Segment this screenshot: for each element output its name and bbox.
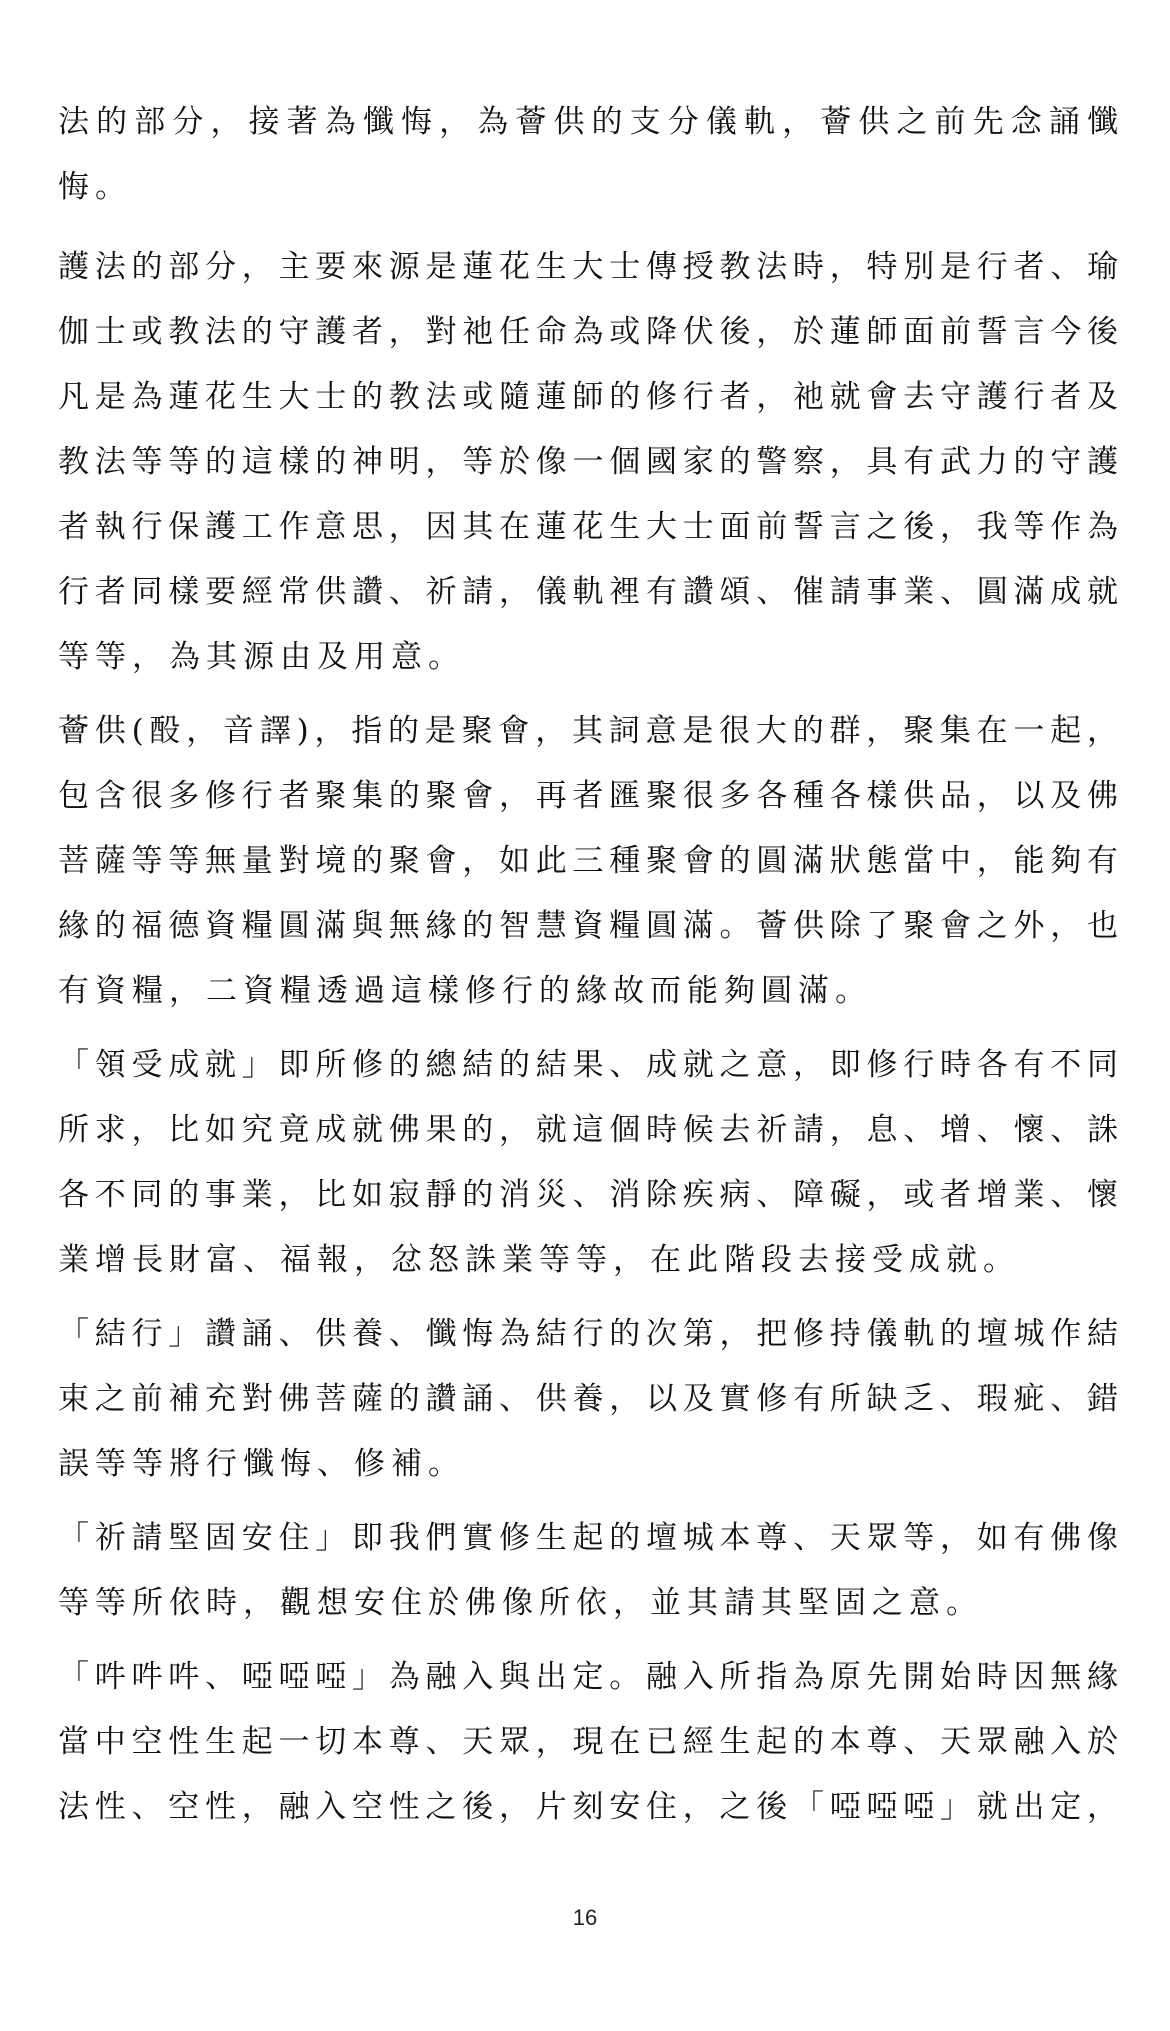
text-line: 薈供(酘，音譯)，指的是聚會，其詞意是很大的群，聚集在一起， [58, 713, 1118, 749]
text-line: 護法的部分，主要來源是蓮花生大士傳授教法時，特別是行者、瑜 [58, 249, 1118, 285]
text-line: 等等，為其源由及用意。 [58, 639, 465, 675]
text-line: 法的部分，接著為懺悔，為薈供的支分儀軌，薈供之前先念誦懺 [58, 104, 1118, 140]
text-line: 包含很多修行者聚集的聚會，再者匯聚很多各種各樣供品，以及佛 [58, 778, 1118, 814]
page-number: 16 [572, 1905, 598, 1930]
text-line: 凡是為蓮花生大士的教法或隨蓮師的修行者，祂就會去守護行者及 [58, 379, 1118, 415]
text-line: 「吽吽吽、啞啞啞」為融入與出定。融入所指為原先開始時因無緣 [58, 1659, 1118, 1695]
text-line: 業增長財富、福報，忿怒誅業等等，在此階段去接受成就。 [58, 1242, 1020, 1278]
text-line: 緣的福德資糧圓滿與無緣的智慧資糧圓滿。薈供除了聚會之外，也 [58, 908, 1118, 944]
text-line: 伽士或教法的守護者，對祂任命為或降伏後，於蓮師面前誓言今後 [58, 314, 1118, 350]
text-line: 「領受成就」即所修的總結的結果、成就之意，即修行時各有不同 [58, 1047, 1118, 1083]
text-line: 行者同樣要經常供讚、祈請，儀軌裡有讚頌、催請事業、圓滿成就 [58, 574, 1118, 610]
text-line: 「祈請堅固安住」即我們實修生起的壇城本尊、天眾等，如有佛像 [58, 1520, 1118, 1556]
text-line: 者執行保護工作意思，因其在蓮花生大士面前誓言之後，我等作為 [58, 509, 1118, 545]
text-line: 悔。 [58, 169, 132, 205]
text-line: 束之前補充對佛菩薩的讚誦、供養，以及實修有所缺乏、瑕疵、錯 [58, 1381, 1118, 1417]
text-line: 各不同的事業，比如寂靜的消災、消除疾病、障礙，或者增業、懷 [58, 1177, 1118, 1213]
text-line: 誤等等將行懺悔、修補。 [58, 1446, 465, 1482]
text-line: 法性、空性，融入空性之後，片刻安住，之後「啞啞啞」就出定， [58, 1789, 1118, 1825]
text-line: 當中空性生起一切本尊、天眾，現在已經生起的本尊、天眾融入於 [58, 1724, 1118, 1760]
text-line: 教法等等的這樣的神明，等於像一個國家的警察，具有武力的守護 [58, 444, 1118, 480]
text-line: 「結行」讚誦、供養、懺悔為結行的次第，把修持儀軌的壇城作結 [58, 1316, 1118, 1352]
text-line: 菩薩等等無量對境的聚會，如此三種聚會的圓滿狀態當中，能夠有 [58, 843, 1118, 879]
text-line: 所求，比如究竟成就佛果的，就這個時候去祈請，息、增、懷、誅 [58, 1112, 1118, 1148]
text-line: 等等所依時，觀想安住於佛像所依，並其請其堅固之意。 [58, 1585, 983, 1621]
text-line: 有資糧，二資糧透過這樣修行的緣故而能夠圓滿。 [58, 973, 872, 1009]
